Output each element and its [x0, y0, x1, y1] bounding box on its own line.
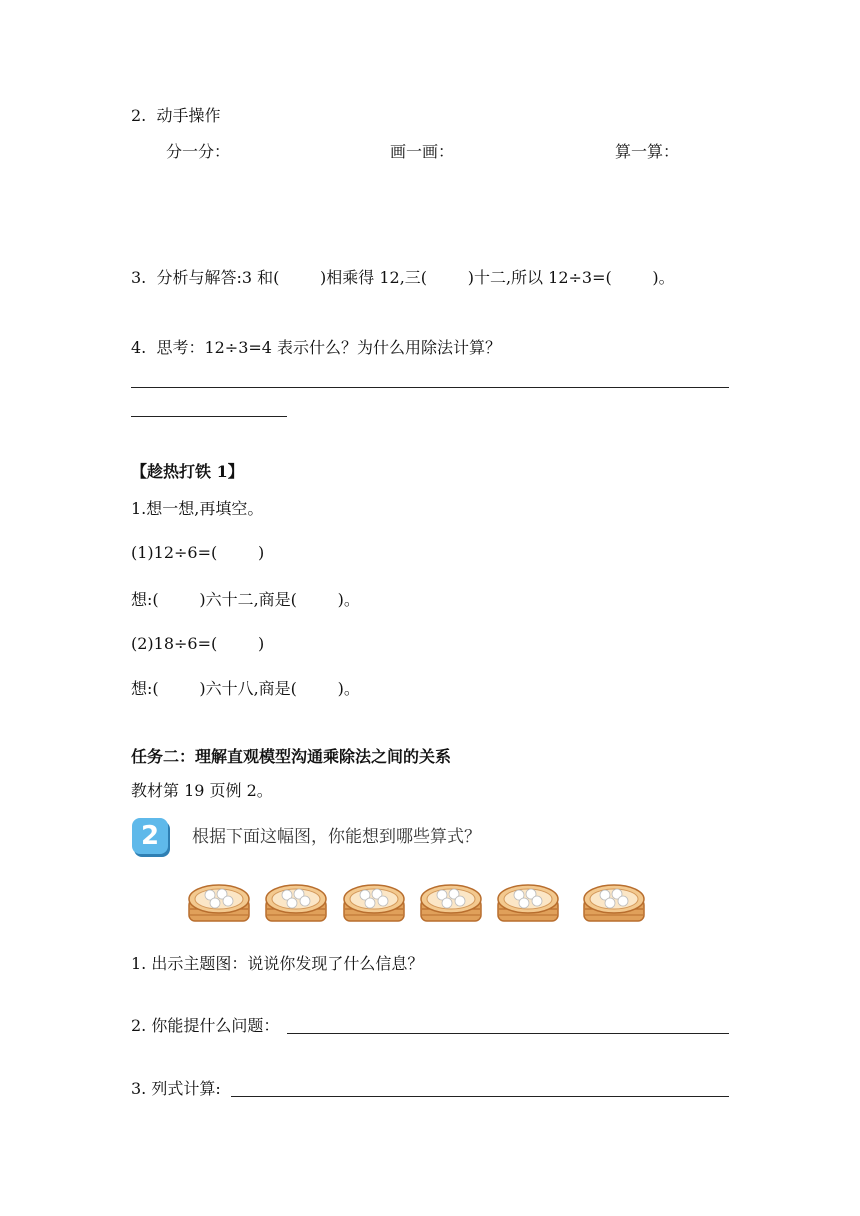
label-suan-yi-suan: 算一算：	[615, 142, 680, 161]
practice-instruction: 1.想一想,再填空。	[131, 499, 264, 518]
steamer-buns-icon	[263, 873, 329, 929]
label-hua-yi-hua: 画一画：	[390, 142, 455, 161]
practice-q1-hint: 想:( )六十二,商是( )。	[131, 590, 360, 609]
question-2-answer-line[interactable]	[287, 1033, 729, 1034]
answer-line-1[interactable]	[131, 387, 729, 388]
practice-q2: (2)18÷6=( )	[131, 634, 265, 653]
question-3-answer-line[interactable]	[231, 1096, 729, 1097]
steamer-buns-icon	[186, 873, 252, 929]
practice-heading: 【趁热打铁 1】	[131, 462, 244, 481]
section-3-text: 3. 分析与解答:3 和( )相乘得 12,三( )十二,所以 12÷3=( )。	[131, 268, 675, 287]
task2-heading: 任务二：理解直观模型沟通乘除法之间的关系	[131, 747, 452, 766]
steamer-buns-icon	[495, 873, 561, 929]
question-2-label: 2. 你能提什么问题：	[131, 1016, 280, 1035]
question-1: 1. 出示主题图：说说你发现了什么信息？	[131, 954, 424, 973]
section-2-heading: 2. 动手操作	[131, 106, 221, 125]
section-4-text: 4. 思考：12÷3=4 表示什么？为什么用除法计算？	[131, 338, 502, 357]
answer-line-2[interactable]	[131, 416, 287, 417]
task2-reference: 教材第 19 页例 2。	[131, 781, 273, 800]
label-fen-yi-fen: 分一分：	[166, 142, 231, 161]
steamer-buns-icon	[581, 873, 647, 929]
practice-q2-hint: 想:( )六十八,商是( )。	[131, 679, 360, 698]
steamer-buns-icon	[341, 873, 407, 929]
practice-q1: (1)12÷6=( )	[131, 543, 265, 562]
example-number-badge: 2	[132, 818, 168, 854]
steamer-buns-icon	[418, 873, 484, 929]
example-prompt: 根据下面这幅图，你能想到哪些算式？	[192, 827, 481, 847]
question-3-label: 3. 列式计算:	[131, 1079, 226, 1098]
